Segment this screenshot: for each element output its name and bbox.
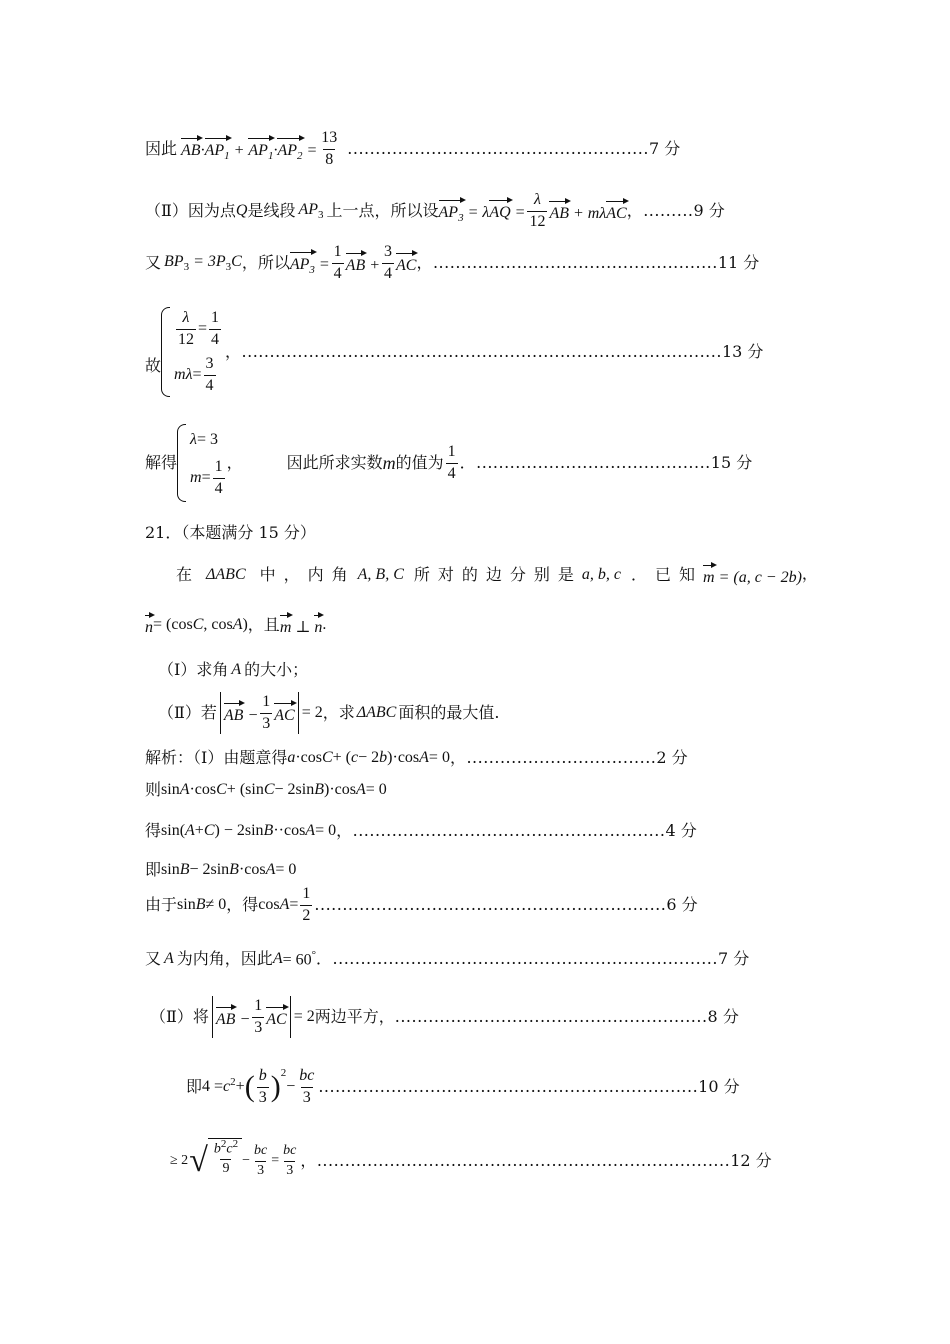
- score-8: 8 分: [707, 1007, 739, 1026]
- score-15: 15 分: [710, 453, 753, 472]
- solution-step-2: 则 sin A ·cos C + (sin C − 2sin B )·cos A = 0: [145, 780, 387, 799]
- score-9: 9 分: [693, 201, 725, 221]
- solution-step-3: 得 sin( A + C ) − 2sin B ··cos A = 0 ，........................................................ 4 分: [145, 821, 697, 840]
- score-10: 10 分: [698, 1077, 740, 1097]
- line-part2-setup: （Ⅱ）因为点 Q 是线段 $AP_3$ 上一点，所以设 $AP_3 = \lambda AQ$ = $\frac{\lambda}{12}$ AB + mλAC ，......... 9 分: [145, 191, 725, 230]
- solution-step-1: 解析：（Ⅰ）由题意得 a ·cos C + ( c − 2 b )·cos A = 0 ，.................................. 2 分: [145, 748, 688, 767]
- score-11: 11 分: [717, 253, 760, 273]
- solution-step-4: 即 sin B − 2sin B ·cos A = 0: [145, 860, 297, 879]
- line-bp3: 又 $BP_3 = 3P_3C$ ，所以 $AP_3$ = $\frac{1}{4}$ AB + $\frac{3}{4}$ AC ，................................................... 11 分: [145, 243, 760, 282]
- solution-step-8: 即 4 = c $^2$ + ( $\frac{b}{3}$ ) $^2$ − $\frac{bc}{3}$ .................................................................... 10 分: [186, 1066, 740, 1106]
- question-21-part2: （Ⅱ）若 AB − $\frac{1}{3}$ AC = 2 ，求 ΔABC 面积的最大值.: [158, 692, 499, 734]
- score-6: 6 分: [666, 895, 698, 915]
- question-21-part1: （Ⅰ）求角 A 的大小；: [158, 660, 309, 679]
- line-system: 故 $\frac{\lambda}{12}$ = $\frac{1}{4}$ mλ = $\frac{3}{4}$ ，...................................................................................... 13 分: [145, 306, 763, 398]
- line-solution: 解得 λ = 3 m = $\frac{1}{4}$ ， 因此所求实数 m 的值为 $\frac{1}{4}$ ．.......................................... 15 分: [145, 424, 752, 502]
- score-13: 13 分: [721, 342, 764, 361]
- score-2: 2 分: [656, 748, 688, 767]
- question-21-title: 21．（本题满分 15 分）: [145, 523, 316, 542]
- question-21-vector-n: n = (cos C , cos A ) ，且 m ⊥ n .: [145, 615, 327, 636]
- score-12: 12 分: [730, 1151, 772, 1171]
- question-21-statement: 在 ΔABC 中，内角 A, B, C 所对的边分别是 a, b, c ．已知 m = (a, c − 2b) ，: [176, 565, 818, 586]
- line-total-dot: 因此 $AB\cdot AP_1 + AP_1\cdot AP_2$ = $\frac{13}{8}$ ...................................................... 7 分: [145, 129, 681, 168]
- score-4: 4 分: [665, 821, 697, 840]
- solution-step-9: ≥ 2 √ $\frac{b^2c^2}{9}$ − $\frac{bc}{3}$ = $\frac{bc}{3}$ ，.......................................................................... 12 分: [170, 1137, 772, 1180]
- solution-step-7: （Ⅱ）将 AB − $\frac{1}{3}$ AC = 2 两边平方， ........................................................ 8 分: [150, 996, 739, 1038]
- solution-step-6: 又 A 为内角，因此 A = 60° ．..................................................................... 7 分: [145, 949, 750, 969]
- solution-step-5: 由于 sin B ≠ 0 ，得 cos A = $\frac{1}{2}$ ............................................................... 6 分: [145, 885, 698, 924]
- score-7b: 7 分: [717, 949, 750, 969]
- score-7: 7 分: [648, 139, 681, 159]
